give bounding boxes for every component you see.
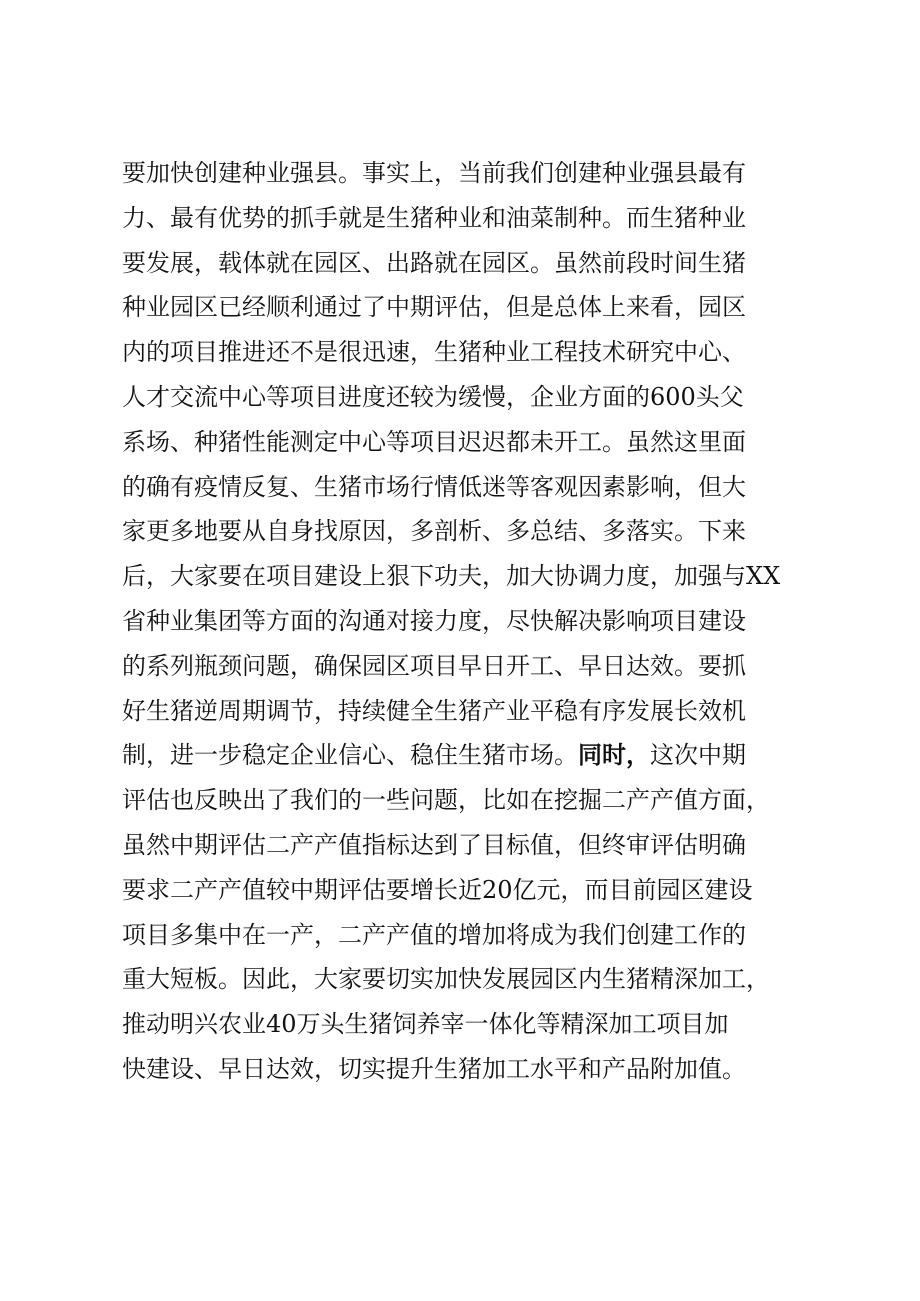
text-line: 省种业集团等方面的沟通对接力度，尽快解决影响项目建设 <box>122 606 746 635</box>
text-line: 力、最有优势的抓手就是生猪种业和油菜制种。而生猪种业 <box>122 203 746 232</box>
text-line: 重大短板。因此，大家要切实加快发展园区内生猪精深加工， <box>122 965 770 994</box>
text-line: 推动明兴农业40万头生猪饲养宰一体化等精深加工项目加 <box>122 1010 729 1039</box>
text-line: 项目多集中在一产，二产产值的增加将成为我们创建工作的 <box>122 920 746 949</box>
text-line: 虽然中期评估二产产值指标达到了目标值，但终审评估明确 <box>122 830 746 859</box>
text-line: 要发展，载体就在园区、出路就在园区。虽然前段时间生猪 <box>122 248 746 277</box>
text-line: 要加快创建种业强县。事实上，当前我们创建种业强县最有 <box>122 159 746 187</box>
text-line: 系场、种猪性能测定中心等项目迟迟都未开工。虽然这里面 <box>122 427 746 456</box>
text-segment: 这次中期 <box>650 741 746 770</box>
text-line: 后，大家要在项目建设上狠下功夫，加大协调力度，加强与XX <box>122 562 781 591</box>
text-line: 家更多地要从自身找原因，多剖析、多总结、多落实。下来 <box>122 517 746 546</box>
text-line: 好生猪逆周期调节，持续健全生猪产业平稳有序发展长效机 <box>122 696 746 725</box>
body-paragraph <box>122 151 822 1092</box>
text-line: 人才交流中心等项目进度还较为缓慢，企业方面的600头父 <box>122 382 744 411</box>
text-line: 种业园区已经顺利通过了中期评估，但是总体上来看，园区 <box>122 293 746 322</box>
text-line: 内的项目推进还不是很迅速，生猪种业工程技术研究中心、 <box>122 338 746 367</box>
bold-phrase: 同时， <box>578 740 650 770</box>
text-line: 评估也反映出了我们的一些问题，比如在挖掘二产产值方面， <box>122 786 770 815</box>
text-line: 快建设、早日达效，切实提升生猪加工水平和产品附加值。 <box>122 1054 746 1083</box>
text-line: 的系列瓶颈问题，确保园区项目早日开工、早日达效。要抓 <box>122 651 746 680</box>
text-line: 的确有疫情反复、生猪市场行情低迷等客观因素影响，但大 <box>122 472 746 501</box>
text-line <box>122 733 822 778</box>
text-segment: 制，进一步稳定企业信心、稳住生猪市场。 <box>122 741 578 770</box>
text-line: 要求二产产值较中期评估要增长近20亿元，而目前园区建设 <box>122 875 753 904</box>
